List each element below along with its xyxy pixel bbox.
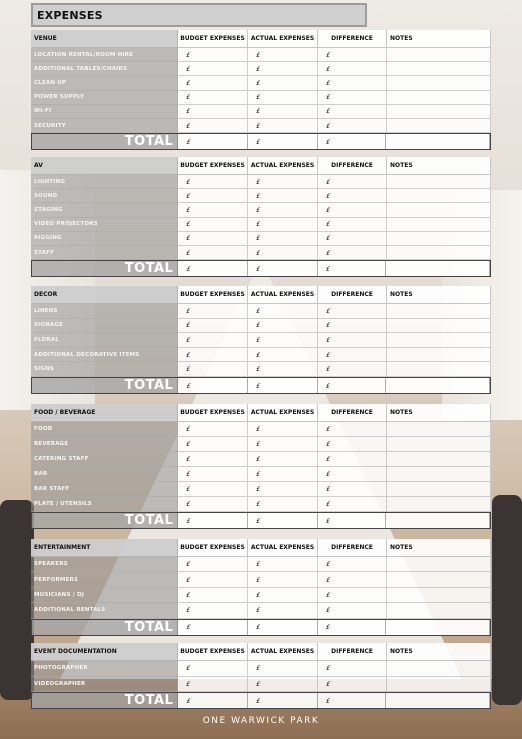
notes-field[interactable] <box>387 333 491 348</box>
line-item-label: BAR STAFF <box>31 482 178 497</box>
difference-amount-field[interactable]: £ <box>318 203 387 217</box>
budget-amount-field[interactable]: £ <box>178 557 248 572</box>
line-item-label: FOOD <box>31 422 178 437</box>
notes-field[interactable] <box>387 452 491 467</box>
total-budget-field[interactable]: £ <box>178 134 248 149</box>
column-header-notes: NOTES <box>387 157 491 175</box>
budget-amount-field[interactable]: £ <box>178 218 248 232</box>
total-budget-field[interactable]: £ <box>178 261 248 276</box>
column-header-notes: NOTES <box>387 539 491 557</box>
notes-field[interactable] <box>387 319 491 334</box>
actual-amount-field[interactable]: £ <box>248 452 318 467</box>
total-budget-field[interactable]: £ <box>178 513 248 528</box>
total-label: TOTAL <box>32 261 178 276</box>
budget-amount-field[interactable]: £ <box>178 203 248 217</box>
budget-amount-field[interactable]: £ <box>178 91 248 105</box>
line-item <box>31 203 491 217</box>
notes-field[interactable] <box>387 467 491 482</box>
line-item-label: CATERING STAFF <box>31 452 178 467</box>
total-label: TOTAL <box>32 513 178 528</box>
line-item <box>31 661 491 677</box>
total-difference-field[interactable]: £ <box>318 378 387 393</box>
line-item <box>31 467 491 482</box>
difference-amount-field[interactable]: £ <box>318 91 387 105</box>
line-item-label: POWER SUPPLY <box>31 91 178 105</box>
difference-amount-field[interactable]: £ <box>318 482 387 497</box>
line-item <box>31 348 491 363</box>
budget-amount-field[interactable]: £ <box>178 246 248 260</box>
actual-amount-field[interactable]: £ <box>248 76 318 90</box>
budget-amount-field[interactable]: £ <box>178 437 248 452</box>
column-header-difference: DIFFERENCE <box>318 539 387 557</box>
line-item-label: ADDITIONAL DECORATIVE ITEMS <box>31 348 178 363</box>
total-actual-field[interactable]: £ <box>248 693 318 708</box>
total-actual-field[interactable]: £ <box>248 513 318 528</box>
difference-amount-field[interactable]: £ <box>318 437 387 452</box>
difference-amount-field[interactable]: £ <box>318 105 387 119</box>
total-actual-field[interactable]: £ <box>248 134 318 149</box>
actual-amount-field[interactable]: £ <box>248 189 318 203</box>
line-item-label: SOUND <box>31 189 178 203</box>
notes-field[interactable] <box>387 91 491 105</box>
line-item <box>31 246 491 260</box>
total-notes-field[interactable] <box>386 513 490 528</box>
difference-amount-field[interactable]: £ <box>318 189 387 203</box>
line-item-label: STAFF <box>31 246 178 260</box>
footer-brand: ONE WARWICK PARK <box>202 716 320 726</box>
column-header-actual: ACTUAL EXPENSES <box>248 286 318 304</box>
line-item-label: RIGGING <box>31 232 178 246</box>
total-difference-field[interactable]: £ <box>318 620 387 635</box>
column-header-notes: NOTES <box>387 286 491 304</box>
actual-amount-field[interactable]: £ <box>248 467 318 482</box>
line-item-label: ADDITIONAL RENTALS <box>31 603 178 618</box>
budget-amount-field[interactable]: £ <box>178 105 248 119</box>
difference-amount-field[interactable]: £ <box>318 319 387 334</box>
total-difference-field[interactable]: £ <box>318 513 387 528</box>
budget-amount-field[interactable]: £ <box>178 232 248 246</box>
difference-amount-field[interactable]: £ <box>318 246 387 260</box>
line-item-label: SIGNAGE <box>31 319 178 334</box>
notes-field[interactable] <box>387 232 491 246</box>
difference-amount-field[interactable]: £ <box>318 62 387 76</box>
line-item <box>31 422 491 437</box>
difference-amount-field[interactable]: £ <box>318 661 387 677</box>
total-label: TOTAL <box>32 693 178 708</box>
line-item <box>31 482 491 497</box>
difference-amount-field[interactable]: £ <box>318 348 387 363</box>
total-difference-field[interactable]: £ <box>318 134 387 149</box>
line-item-label: LINENS <box>31 304 178 319</box>
line-item <box>31 62 491 76</box>
actual-amount-field[interactable]: £ <box>248 246 318 260</box>
column-header-notes: NOTES <box>387 404 491 422</box>
line-item-label: CLEAN UP <box>31 76 178 90</box>
total-actual-field[interactable]: £ <box>248 620 318 635</box>
section-name: VENUE <box>31 30 178 48</box>
line-item <box>31 557 491 572</box>
difference-amount-field[interactable]: £ <box>318 557 387 572</box>
budget-amount-field[interactable]: £ <box>178 333 248 348</box>
actual-amount-field[interactable]: £ <box>248 482 318 497</box>
notes-field[interactable] <box>387 76 491 90</box>
difference-amount-field[interactable]: £ <box>318 677 387 693</box>
actual-amount-field[interactable]: £ <box>248 304 318 319</box>
actual-amount-field[interactable]: £ <box>248 203 318 217</box>
line-item-label: BAR <box>31 467 178 482</box>
line-item-label: LIGHTING <box>31 175 178 189</box>
difference-amount-field[interactable]: £ <box>318 232 387 246</box>
line-item <box>31 588 491 603</box>
line-item <box>31 304 491 319</box>
line-item-label: PERFORMERS <box>31 572 178 587</box>
difference-amount-field[interactable]: £ <box>318 497 387 512</box>
notes-field[interactable] <box>387 218 491 232</box>
section-name: EVENT DOCUMENTATION <box>31 643 178 661</box>
column-header-budget: BUDGET EXPENSES <box>178 539 248 557</box>
budget-amount-field[interactable]: £ <box>178 482 248 497</box>
section-header <box>31 30 491 48</box>
difference-amount-field[interactable]: £ <box>318 467 387 482</box>
line-item <box>31 333 491 348</box>
difference-amount-field[interactable]: £ <box>318 452 387 467</box>
line-item-label: BEVERAGE <box>31 437 178 452</box>
line-item <box>31 319 491 334</box>
difference-amount-field[interactable]: £ <box>318 76 387 90</box>
actual-amount-field[interactable]: £ <box>248 348 318 363</box>
difference-amount-field[interactable]: £ <box>318 218 387 232</box>
actual-amount-field[interactable]: £ <box>248 333 318 348</box>
total-row <box>31 512 491 529</box>
budget-amount-field[interactable]: £ <box>178 452 248 467</box>
notes-field[interactable] <box>387 105 491 119</box>
actual-amount-field[interactable]: £ <box>248 557 318 572</box>
budget-amount-field[interactable]: £ <box>178 661 248 677</box>
column-header-notes: NOTES <box>387 30 491 48</box>
total-notes-field[interactable] <box>386 378 490 393</box>
column-header-actual: ACTUAL EXPENSES <box>248 157 318 175</box>
column-header-actual: ACTUAL EXPENSES <box>248 404 318 422</box>
notes-field[interactable] <box>387 603 491 618</box>
total-actual-field[interactable]: £ <box>248 378 318 393</box>
difference-amount-field[interactable]: £ <box>318 588 387 603</box>
section-name: AV <box>31 157 178 175</box>
budget-amount-field[interactable]: £ <box>178 467 248 482</box>
column-header-budget: BUDGET EXPENSES <box>178 404 248 422</box>
line-item-label: SIGNS <box>31 362 178 377</box>
section-header <box>31 157 491 175</box>
difference-amount-field[interactable]: £ <box>318 422 387 437</box>
difference-amount-field[interactable]: £ <box>318 362 387 377</box>
notes-field[interactable] <box>387 497 491 512</box>
budget-amount-field[interactable]: £ <box>178 497 248 512</box>
actual-amount-field[interactable]: £ <box>248 232 318 246</box>
budget-amount-field[interactable]: £ <box>178 362 248 377</box>
total-notes-field[interactable] <box>386 261 490 276</box>
notes-field[interactable] <box>387 661 491 677</box>
line-item <box>31 497 491 512</box>
line-item-label: PLATE / UTENSILS <box>31 497 178 512</box>
budget-amount-field[interactable]: £ <box>178 189 248 203</box>
notes-field[interactable] <box>387 304 491 319</box>
line-item-label: SPEAKERS <box>31 557 178 572</box>
line-item <box>31 232 491 246</box>
budget-amount-field[interactable]: £ <box>178 175 248 189</box>
notes-field[interactable] <box>387 677 491 693</box>
budget-amount-field[interactable]: £ <box>178 603 248 618</box>
line-item-label: STAGING <box>31 203 178 217</box>
budget-amount-field[interactable]: £ <box>178 572 248 587</box>
line-item-label: WI-FI <box>31 105 178 119</box>
difference-amount-field[interactable]: £ <box>318 175 387 189</box>
actual-amount-field[interactable]: £ <box>248 319 318 334</box>
actual-amount-field[interactable]: £ <box>248 603 318 618</box>
line-item <box>31 76 491 90</box>
total-budget-field[interactable]: £ <box>178 378 248 393</box>
actual-amount-field[interactable]: £ <box>248 119 318 133</box>
notes-field[interactable] <box>387 362 491 377</box>
line-item <box>31 603 491 618</box>
column-header-difference: DIFFERENCE <box>318 404 387 422</box>
difference-amount-field[interactable]: £ <box>318 304 387 319</box>
notes-field[interactable] <box>387 557 491 572</box>
section-header <box>31 643 491 661</box>
difference-amount-field[interactable]: £ <box>318 572 387 587</box>
column-header-difference: DIFFERENCE <box>318 286 387 304</box>
actual-amount-field[interactable]: £ <box>248 437 318 452</box>
total-budget-field[interactable]: £ <box>178 693 248 708</box>
line-item <box>31 48 491 62</box>
notes-field[interactable] <box>387 203 491 217</box>
column-header-budget: BUDGET EXPENSES <box>178 643 248 661</box>
total-difference-field[interactable]: £ <box>318 693 387 708</box>
line-item-label: FLORAL <box>31 333 178 348</box>
budget-amount-field[interactable]: £ <box>178 348 248 363</box>
total-label: TOTAL <box>32 620 178 635</box>
difference-amount-field[interactable]: £ <box>318 119 387 133</box>
line-item-label: ADDITIONAL TABLES/CHAIRS <box>31 62 178 76</box>
column-header-notes: NOTES <box>387 643 491 661</box>
budget-amount-field[interactable]: £ <box>178 588 248 603</box>
total-label: TOTAL <box>32 134 178 149</box>
notes-field[interactable] <box>387 482 491 497</box>
notes-field[interactable] <box>387 588 491 603</box>
actual-amount-field[interactable]: £ <box>248 572 318 587</box>
line-item <box>31 175 491 189</box>
budget-amount-field[interactable]: £ <box>178 62 248 76</box>
difference-amount-field[interactable]: £ <box>318 333 387 348</box>
column-header-actual: ACTUAL EXPENSES <box>248 539 318 557</box>
column-header-difference: DIFFERENCE <box>318 157 387 175</box>
section-name: DECOR <box>31 286 178 304</box>
notes-field[interactable] <box>387 189 491 203</box>
actual-amount-field[interactable]: £ <box>248 677 318 693</box>
notes-field[interactable] <box>387 119 491 133</box>
line-item-label: LOCATION RENTAL/ROOM HIRE <box>31 48 178 62</box>
actual-amount-field[interactable]: £ <box>248 218 318 232</box>
notes-field[interactable] <box>387 348 491 363</box>
notes-field[interactable] <box>387 422 491 437</box>
line-item <box>31 119 491 133</box>
notes-field[interactable] <box>387 246 491 260</box>
budget-amount-field[interactable]: £ <box>178 304 248 319</box>
budget-amount-field[interactable]: £ <box>178 119 248 133</box>
section-name: ENTERTAINMENT <box>31 539 178 557</box>
line-item-label: SECURITY <box>31 119 178 133</box>
total-actual-field[interactable]: £ <box>248 261 318 276</box>
line-item <box>31 189 491 203</box>
column-header-difference: DIFFERENCE <box>318 643 387 661</box>
line-item <box>31 572 491 587</box>
column-header-actual: ACTUAL EXPENSES <box>248 30 318 48</box>
line-item <box>31 218 491 232</box>
total-row <box>31 377 491 394</box>
column-header-actual: ACTUAL EXPENSES <box>248 643 318 661</box>
section-header <box>31 286 491 304</box>
total-row <box>31 619 491 636</box>
actual-amount-field[interactable]: £ <box>248 588 318 603</box>
section-name: FOOD / BEVERAGE <box>31 404 178 422</box>
line-item <box>31 677 491 693</box>
budget-amount-field[interactable]: £ <box>178 76 248 90</box>
actual-amount-field[interactable]: £ <box>248 497 318 512</box>
actual-amount-field[interactable]: £ <box>248 422 318 437</box>
notes-field[interactable] <box>387 48 491 62</box>
difference-amount-field[interactable]: £ <box>318 603 387 618</box>
column-header-difference: DIFFERENCE <box>318 30 387 48</box>
total-difference-field[interactable]: £ <box>318 261 387 276</box>
budget-amount-field[interactable]: £ <box>178 677 248 693</box>
actual-amount-field[interactable]: £ <box>248 105 318 119</box>
column-header-budget: BUDGET EXPENSES <box>178 30 248 48</box>
line-item <box>31 452 491 467</box>
actual-amount-field[interactable]: £ <box>248 661 318 677</box>
actual-amount-field[interactable]: £ <box>248 48 318 62</box>
line-item-label: MUSICIANS / DJ <box>31 588 178 603</box>
budget-amount-field[interactable]: £ <box>178 319 248 334</box>
total-row <box>31 260 491 277</box>
line-item-label: VIDEOGRAPHER <box>31 677 178 693</box>
notes-field[interactable] <box>387 572 491 587</box>
total-row <box>31 692 491 709</box>
line-item <box>31 105 491 119</box>
line-item <box>31 91 491 105</box>
total-budget-field[interactable]: £ <box>178 620 248 635</box>
line-item-label: VIDEO PROJECTORS <box>31 218 178 232</box>
actual-amount-field[interactable]: £ <box>248 62 318 76</box>
line-item <box>31 437 491 452</box>
column-header-budget: BUDGET EXPENSES <box>178 157 248 175</box>
actual-amount-field[interactable]: £ <box>248 175 318 189</box>
total-notes-field[interactable] <box>386 620 490 635</box>
budget-amount-field[interactable]: £ <box>178 422 248 437</box>
section-header <box>31 404 491 422</box>
budget-amount-field[interactable]: £ <box>178 48 248 62</box>
actual-amount-field[interactable]: £ <box>248 91 318 105</box>
section-header <box>31 539 491 557</box>
notes-field[interactable] <box>387 62 491 76</box>
page-title: EXPENSES <box>31 3 367 27</box>
actual-amount-field[interactable]: £ <box>248 362 318 377</box>
notes-field[interactable] <box>387 437 491 452</box>
notes-field[interactable] <box>387 175 491 189</box>
line-item <box>31 362 491 377</box>
total-notes-field[interactable] <box>386 693 490 708</box>
total-notes-field[interactable] <box>386 134 490 149</box>
total-row <box>31 133 491 150</box>
line-item-label: PHOTOGRAPHER <box>31 661 178 677</box>
difference-amount-field[interactable]: £ <box>318 48 387 62</box>
column-header-budget: BUDGET EXPENSES <box>178 286 248 304</box>
total-label: TOTAL <box>32 378 178 393</box>
